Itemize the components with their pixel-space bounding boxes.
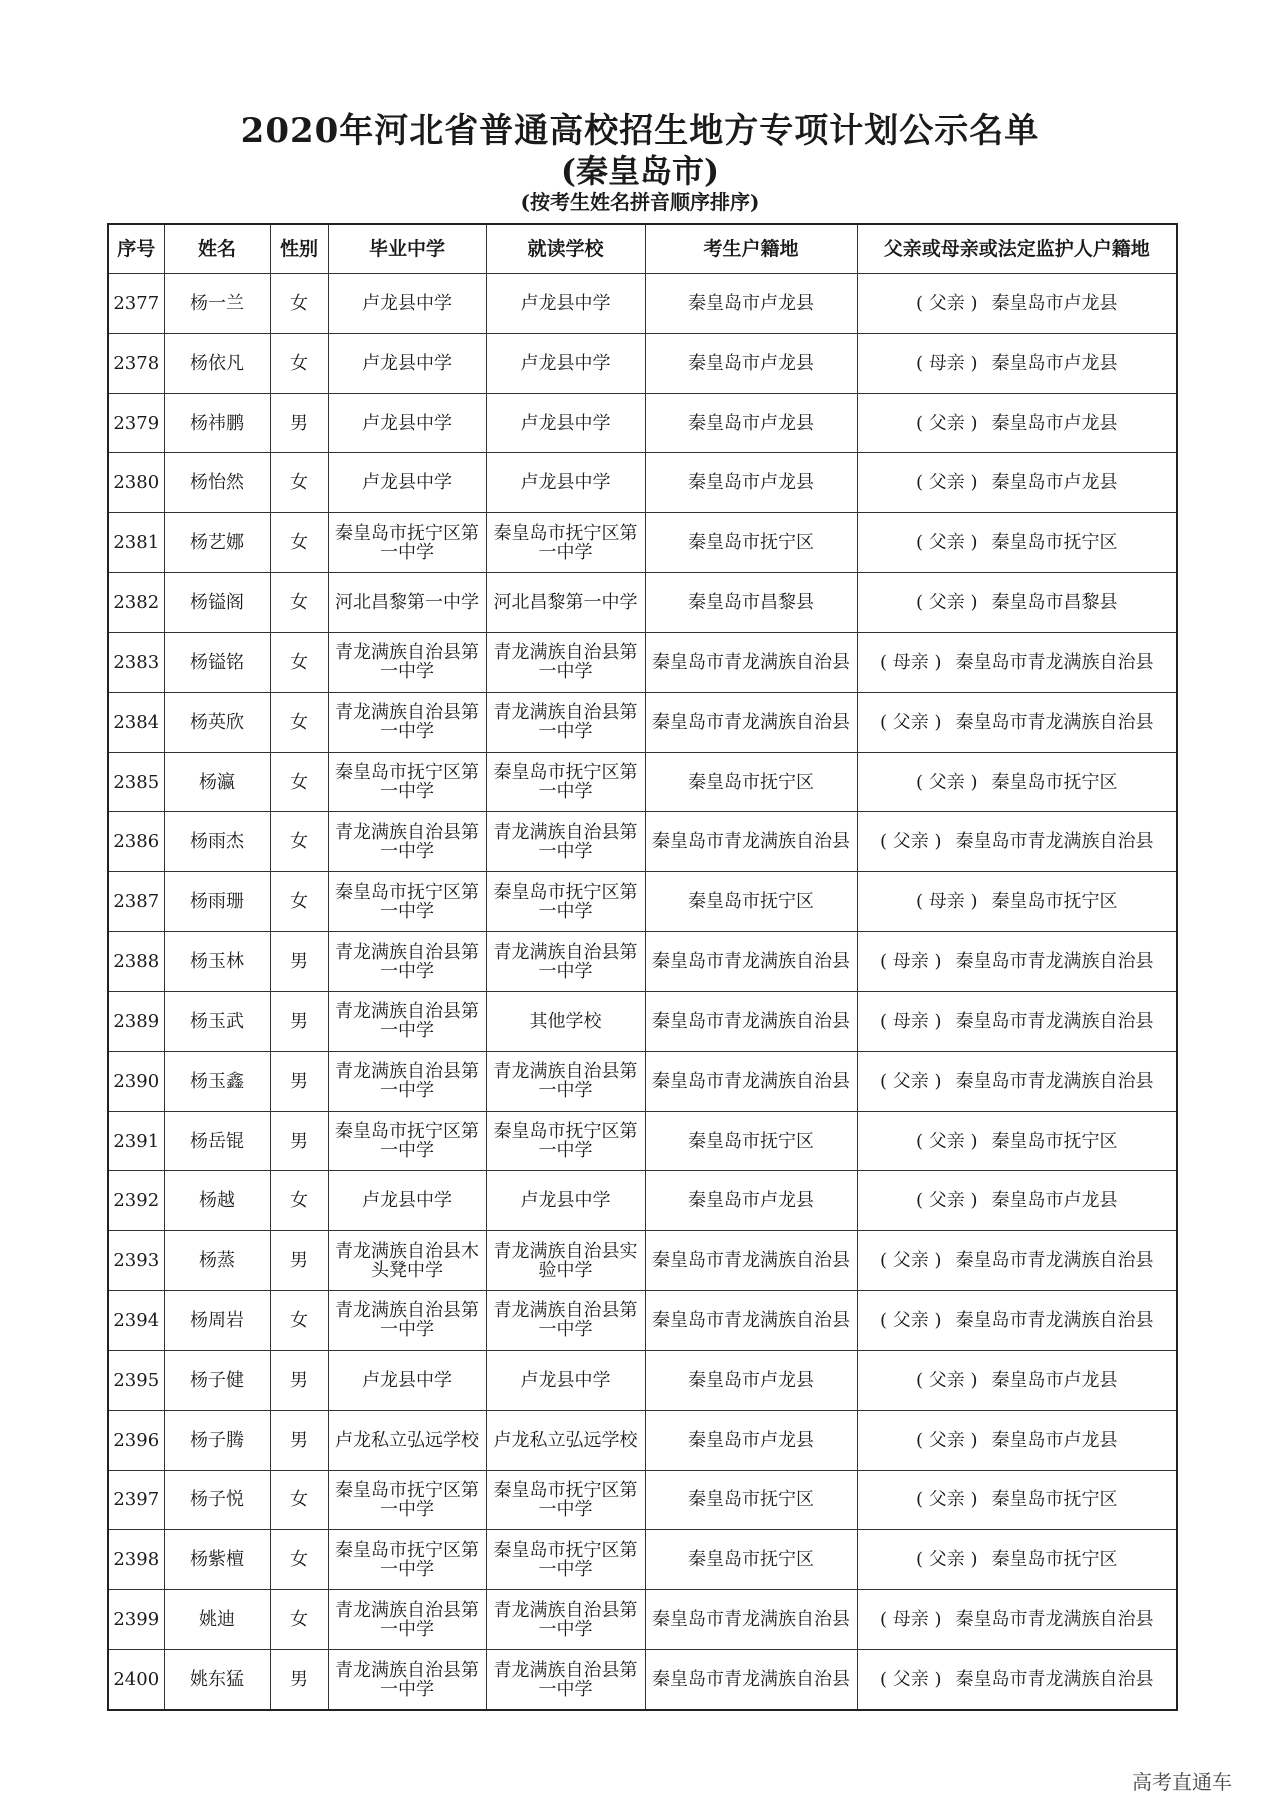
cell-gender: 女 [270,1530,328,1590]
cell-residence: 秦皇岛市青龙满族自治县 [645,1291,857,1351]
cell-grad-school: 秦皇岛市抚宁区第一中学 [328,513,486,573]
cell-current-school: 卢龙县中学 [486,274,645,334]
guardian-place: 秦皇岛市青龙满族自治县 [955,831,1154,853]
cell-grad-school: 卢龙私立弘远学校 [328,1410,486,1470]
cell-grad-school: 青龙满族自治县第一中学 [328,991,486,1051]
guardian-relation: ( 母亲 ) [880,1609,942,1631]
cell-gender: 男 [270,1231,328,1291]
guardian-relation: ( 父亲 ) [916,1190,978,1212]
cell-no: 2385 [108,752,164,812]
cell-grad-school: 秦皇岛市抚宁区第一中学 [328,752,486,812]
cell-current-school: 青龙满族自治县第一中学 [486,1291,645,1351]
cell-guardian [857,932,1177,992]
cell-guardian [857,333,1177,393]
guardian-relation: ( 父亲 ) [916,1489,978,1511]
cell-current-school: 秦皇岛市抚宁区第一中学 [486,1470,645,1530]
guardian-place: 秦皇岛市抚宁区 [991,532,1118,554]
cell-name: 杨依凡 [164,333,270,393]
cell-current-school: 青龙满族自治县第一中学 [486,812,645,872]
cell-name: 杨玉鑫 [164,1051,270,1111]
cell-current-school: 卢龙县中学 [486,333,645,393]
cell-gender: 男 [270,1350,328,1410]
cell-name: 杨雨珊 [164,872,270,932]
cell-no: 2392 [108,1171,164,1231]
watermark-text: 高考直通车 [1132,1770,1232,1794]
cell-residence: 秦皇岛市卢龙县 [645,393,857,453]
cell-current-school: 青龙满族自治县第一中学 [486,692,645,752]
cell-residence: 秦皇岛市抚宁区 [645,513,857,573]
guardian-place: 秦皇岛市卢龙县 [991,1190,1118,1212]
guardian-relation: ( 母亲 ) [880,651,942,673]
cell-residence: 秦皇岛市卢龙县 [645,274,857,334]
cell-residence: 秦皇岛市青龙满族自治县 [645,1590,857,1650]
cell-grad-school: 青龙满族自治县木头凳中学 [328,1231,486,1291]
cell-name: 杨岳锟 [164,1111,270,1171]
table-row [108,872,1177,932]
cell-current-school: 青龙满族自治县第一中学 [486,1650,645,1710]
guardian-place: 秦皇岛市卢龙县 [991,1429,1118,1451]
cell-grad-school: 秦皇岛市抚宁区第一中学 [328,872,486,932]
guardian-place: 秦皇岛市青龙满族自治县 [955,651,1154,673]
document-city: (秦皇岛市) [560,152,720,190]
cell-no: 2377 [108,274,164,334]
cell-grad-school: 青龙满族自治县第一中学 [328,1051,486,1111]
cell-name: 杨玉武 [164,991,270,1051]
cell-grad-school: 青龙满族自治县第一中学 [328,1590,486,1650]
roster-table [107,223,1178,1711]
cell-gender: 女 [270,274,328,334]
cell-name: 杨周岩 [164,1291,270,1351]
cell-residence: 秦皇岛市青龙满族自治县 [645,692,857,752]
cell-guardian [857,1650,1177,1710]
cell-current-school: 秦皇岛市抚宁区第一中学 [486,1111,645,1171]
header-current-school: 就读学校 [486,224,645,274]
cell-no: 2380 [108,453,164,513]
guardian-place: 秦皇岛市抚宁区 [991,891,1118,913]
cell-name: 杨镒铭 [164,632,270,692]
cell-name: 杨蒸 [164,1231,270,1291]
cell-name: 杨紫檀 [164,1530,270,1590]
cell-no: 2394 [108,1291,164,1351]
cell-grad-school: 青龙满族自治县第一中学 [328,1650,486,1710]
cell-grad-school: 秦皇岛市抚宁区第一中学 [328,1530,486,1590]
table-row [108,1470,1177,1530]
cell-grad-school: 卢龙县中学 [328,274,486,334]
table-row [108,692,1177,752]
guardian-place: 秦皇岛市青龙满族自治县 [955,1309,1154,1331]
guardian-relation: ( 父亲 ) [880,831,942,853]
header-name: 姓名 [164,224,270,274]
cell-grad-school: 卢龙县中学 [328,453,486,513]
cell-current-school: 青龙满族自治县实验中学 [486,1231,645,1291]
table-row [108,752,1177,812]
cell-residence: 秦皇岛市卢龙县 [645,333,857,393]
header-no: 序号 [108,224,164,274]
cell-current-school: 其他学校 [486,991,645,1051]
header-gender: 性别 [270,224,328,274]
cell-guardian [857,1590,1177,1650]
cell-grad-school: 青龙满族自治县第一中学 [328,632,486,692]
guardian-relation: ( 父亲 ) [916,1130,978,1152]
table-row [108,1410,1177,1470]
table-row [108,1231,1177,1291]
cell-guardian [857,513,1177,573]
cell-no: 2397 [108,1470,164,1530]
cell-no: 2390 [108,1051,164,1111]
table-row [108,333,1177,393]
cell-guardian [857,1470,1177,1530]
cell-name: 杨祎鹏 [164,393,270,453]
cell-no: 2388 [108,932,164,992]
cell-no: 2391 [108,1111,164,1171]
cell-gender: 女 [270,872,328,932]
guardian-relation: ( 母亲 ) [916,352,978,374]
cell-grad-school: 河北昌黎第一中学 [328,573,486,633]
cell-name: 杨子健 [164,1350,270,1410]
guardian-relation: ( 父亲 ) [916,412,978,434]
cell-grad-school: 青龙满族自治县第一中学 [328,692,486,752]
header-row [108,224,1177,274]
guardian-relation: ( 母亲 ) [916,891,978,913]
cell-no: 2396 [108,1410,164,1470]
cell-residence: 秦皇岛市昌黎县 [645,573,857,633]
cell-residence: 秦皇岛市抚宁区 [645,1530,857,1590]
cell-current-school: 卢龙县中学 [486,1350,645,1410]
guardian-relation: ( 父亲 ) [880,1669,942,1691]
cell-current-school: 秦皇岛市抚宁区第一中学 [486,752,645,812]
cell-residence: 秦皇岛市卢龙县 [645,1350,857,1410]
cell-current-school: 秦皇岛市抚宁区第一中学 [486,513,645,573]
cell-residence: 秦皇岛市青龙满族自治县 [645,991,857,1051]
cell-no: 2387 [108,872,164,932]
table-row [108,1350,1177,1410]
header-guardian-residence: 父亲或母亲或法定监护人户籍地 [857,224,1177,274]
cell-gender: 男 [270,1051,328,1111]
cell-grad-school: 卢龙县中学 [328,333,486,393]
table-row [108,274,1177,334]
cell-guardian [857,872,1177,932]
guardian-relation: ( 父亲 ) [880,1070,942,1092]
cell-residence: 秦皇岛市抚宁区 [645,1470,857,1530]
cell-no: 2398 [108,1530,164,1590]
cell-grad-school: 青龙满族自治县第一中学 [328,1291,486,1351]
guardian-relation: ( 父亲 ) [916,771,978,793]
cell-name: 杨瀛 [164,752,270,812]
cell-gender: 女 [270,1590,328,1650]
cell-residence: 秦皇岛市青龙满族自治县 [645,1650,857,1710]
header-grad-school: 毕业中学 [328,224,486,274]
cell-gender: 女 [270,573,328,633]
cell-gender: 女 [270,333,328,393]
guardian-relation: ( 父亲 ) [880,1309,942,1331]
table-row [108,1530,1177,1590]
guardian-place: 秦皇岛市卢龙县 [991,412,1118,434]
guardian-relation: ( 父亲 ) [916,1369,978,1391]
cell-residence: 秦皇岛市卢龙县 [645,1410,857,1470]
guardian-relation: ( 父亲 ) [916,472,978,494]
cell-guardian [857,632,1177,692]
cell-grad-school: 秦皇岛市抚宁区第一中学 [328,1111,486,1171]
cell-current-school: 青龙满族自治县第一中学 [486,632,645,692]
cell-guardian [857,991,1177,1051]
cell-gender: 男 [270,1111,328,1171]
cell-grad-school: 卢龙县中学 [328,1350,486,1410]
guardian-relation: ( 父亲 ) [880,711,942,733]
guardian-relation: ( 父亲 ) [916,592,978,614]
cell-guardian [857,752,1177,812]
guardian-relation: ( 父亲 ) [916,292,978,314]
table-row [108,1650,1177,1710]
cell-name: 杨镒阁 [164,573,270,633]
table-row [108,1111,1177,1171]
guardian-place: 秦皇岛市青龙满族自治县 [955,1669,1154,1691]
cell-current-school: 秦皇岛市抚宁区第一中学 [486,872,645,932]
cell-guardian [857,1051,1177,1111]
cell-grad-school: 卢龙县中学 [328,1171,486,1231]
cell-gender: 男 [270,1650,328,1710]
cell-grad-school: 青龙满族自治县第一中学 [328,812,486,872]
table-row [108,632,1177,692]
cell-current-school: 秦皇岛市抚宁区第一中学 [486,1530,645,1590]
cell-name: 杨怡然 [164,453,270,513]
table-row [108,1051,1177,1111]
guardian-place: 秦皇岛市抚宁区 [991,1489,1118,1511]
cell-guardian [857,1410,1177,1470]
cell-current-school: 青龙满族自治县第一中学 [486,932,645,992]
cell-no: 2399 [108,1590,164,1650]
cell-no: 2400 [108,1650,164,1710]
cell-guardian [857,1530,1177,1590]
cell-gender: 女 [270,752,328,812]
cell-guardian [857,453,1177,513]
cell-name: 杨艺娜 [164,513,270,573]
guardian-place: 秦皇岛市卢龙县 [991,292,1118,314]
cell-no: 2384 [108,692,164,752]
cell-no: 2393 [108,1231,164,1291]
document-sort-note: (按考生姓名拼音顺序排序) [520,190,760,214]
guardian-place: 秦皇岛市青龙满族自治县 [955,951,1154,973]
cell-gender: 女 [270,692,328,752]
guardian-relation: ( 父亲 ) [916,1429,978,1451]
guardian-place: 秦皇岛市青龙满族自治县 [955,1010,1154,1032]
table-row [108,453,1177,513]
cell-no: 2382 [108,573,164,633]
guardian-relation: ( 父亲 ) [880,1250,942,1272]
cell-residence: 秦皇岛市青龙满族自治县 [645,632,857,692]
cell-guardian [857,573,1177,633]
cell-gender: 女 [270,513,328,573]
cell-guardian [857,274,1177,334]
cell-current-school: 河北昌黎第一中学 [486,573,645,633]
cell-guardian [857,1291,1177,1351]
guardian-relation: ( 父亲 ) [916,532,978,554]
document-title: 2020年河北省普通高校招生地方专项计划公示名单 [240,111,1040,151]
table-row [108,991,1177,1051]
guardian-place: 秦皇岛市抚宁区 [991,1130,1118,1152]
guardian-place: 秦皇岛市抚宁区 [991,771,1118,793]
cell-name: 姚迪 [164,1590,270,1650]
cell-no: 2389 [108,991,164,1051]
cell-no: 2378 [108,333,164,393]
cell-grad-school: 秦皇岛市抚宁区第一中学 [328,1470,486,1530]
guardian-place: 秦皇岛市青龙满族自治县 [955,1609,1154,1631]
cell-name: 杨一兰 [164,274,270,334]
cell-gender: 女 [270,1171,328,1231]
guardian-place: 秦皇岛市卢龙县 [991,1369,1118,1391]
cell-name: 杨子腾 [164,1410,270,1470]
cell-gender: 男 [270,932,328,992]
cell-current-school: 卢龙县中学 [486,393,645,453]
guardian-place: 秦皇岛市青龙满族自治县 [955,1070,1154,1092]
cell-no: 2383 [108,632,164,692]
cell-name: 杨雨杰 [164,812,270,872]
cell-current-school: 卢龙县中学 [486,1171,645,1231]
table-row [108,1590,1177,1650]
cell-residence: 秦皇岛市青龙满族自治县 [645,1051,857,1111]
guardian-place: 秦皇岛市抚宁区 [991,1549,1118,1571]
cell-name: 杨越 [164,1171,270,1231]
guardian-place: 秦皇岛市卢龙县 [991,352,1118,374]
cell-name: 姚东猛 [164,1650,270,1710]
guardian-place: 秦皇岛市昌黎县 [991,592,1118,614]
cell-guardian [857,1171,1177,1231]
cell-gender: 女 [270,1470,328,1530]
cell-guardian [857,1111,1177,1171]
cell-grad-school: 青龙满族自治县第一中学 [328,932,486,992]
cell-current-school: 青龙满族自治县第一中学 [486,1051,645,1111]
cell-grad-school: 卢龙县中学 [328,393,486,453]
table-row [108,812,1177,872]
table-row [108,573,1177,633]
cell-residence: 秦皇岛市抚宁区 [645,1111,857,1171]
cell-no: 2386 [108,812,164,872]
table-row [108,1171,1177,1231]
cell-residence: 秦皇岛市青龙满族自治县 [645,932,857,992]
cell-name: 杨英欣 [164,692,270,752]
cell-gender: 男 [270,393,328,453]
cell-no: 2381 [108,513,164,573]
cell-current-school: 卢龙县中学 [486,453,645,513]
cell-guardian [857,393,1177,453]
cell-residence: 秦皇岛市卢龙县 [645,453,857,513]
cell-gender: 女 [270,812,328,872]
cell-gender: 女 [270,1291,328,1351]
table-row [108,1291,1177,1351]
cell-name: 杨玉林 [164,932,270,992]
guardian-place: 秦皇岛市卢龙县 [991,472,1118,494]
cell-current-school: 卢龙私立弘远学校 [486,1410,645,1470]
cell-no: 2395 [108,1350,164,1410]
guardian-relation: ( 母亲 ) [880,1010,942,1032]
table-row [108,932,1177,992]
cell-residence: 秦皇岛市青龙满族自治县 [645,1231,857,1291]
cell-residence: 秦皇岛市抚宁区 [645,872,857,932]
guardian-place: 秦皇岛市青龙满族自治县 [955,1250,1154,1272]
cell-guardian [857,812,1177,872]
guardian-place: 秦皇岛市青龙满族自治县 [955,711,1154,733]
cell-gender: 女 [270,632,328,692]
cell-residence: 秦皇岛市青龙满族自治县 [645,812,857,872]
cell-guardian [857,1350,1177,1410]
cell-no: 2379 [108,393,164,453]
table-row [108,513,1177,573]
cell-guardian [857,692,1177,752]
cell-gender: 男 [270,991,328,1051]
cell-guardian [857,1231,1177,1291]
header-residence: 考生户籍地 [645,224,857,274]
cell-gender: 男 [270,1410,328,1470]
cell-gender: 女 [270,453,328,513]
table-row [108,393,1177,453]
cell-residence: 秦皇岛市卢龙县 [645,1171,857,1231]
cell-residence: 秦皇岛市抚宁区 [645,752,857,812]
guardian-relation: ( 母亲 ) [880,951,942,973]
cell-name: 杨子悦 [164,1470,270,1530]
guardian-relation: ( 父亲 ) [916,1549,978,1571]
cell-current-school: 青龙满族自治县第一中学 [486,1590,645,1650]
